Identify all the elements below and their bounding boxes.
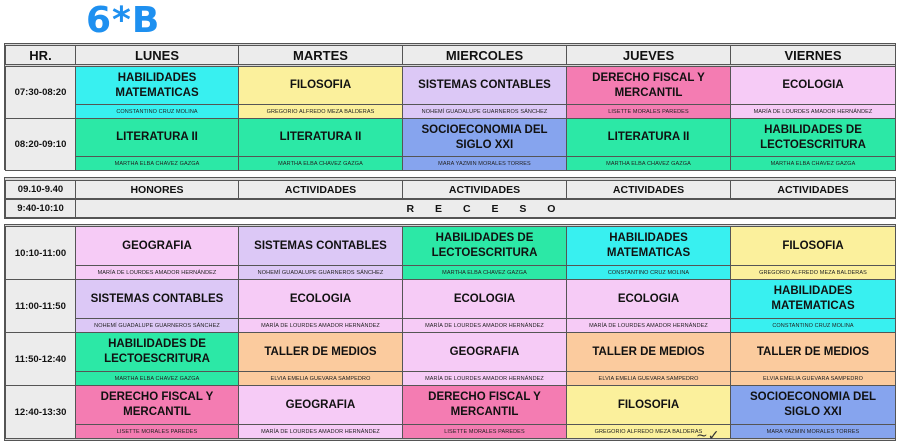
subject-cell: FILOSOFIA bbox=[238, 66, 403, 105]
subject-cell: ECOLOGIA bbox=[238, 279, 403, 319]
teacher-cell: MARTHA ELBA CHAVEZ GAZGA bbox=[75, 371, 239, 386]
teacher-cell: CONSTANTINO CRUZ MOLINA bbox=[566, 265, 731, 280]
teacher-cell: MARTHA ELBA CHAVEZ GAZGA bbox=[566, 156, 731, 171]
activity-cell: ACTIVIDADES bbox=[402, 180, 567, 199]
subject-cell: SISTEMAS CONTABLES bbox=[75, 279, 239, 319]
subject-cell: ECOLOGIA bbox=[566, 279, 731, 319]
subject-cell: HABILIDADES MATEMATICAS bbox=[75, 66, 239, 105]
subject-cell: HABILIDADES MATEMATICAS bbox=[566, 226, 731, 266]
header-day-lunes: LUNES bbox=[75, 45, 239, 65]
teacher-cell: ELVIA EMELIA GUEVARA SAMPEDRO bbox=[566, 371, 731, 386]
teacher-cell: CONSTANTINO CRUZ MOLINA bbox=[730, 318, 896, 333]
signature-scribble: ~✓ bbox=[696, 428, 720, 444]
header-day-martes: MARTES bbox=[238, 45, 403, 65]
teacher-cell: MARÍA DE LOURDES AMADOR HERNÁNDEZ bbox=[75, 265, 239, 280]
class-title: 6*B bbox=[86, 0, 161, 41]
subject-cell: GEOGRAFIA bbox=[238, 385, 403, 425]
activity-cell: ACTIVIDADES bbox=[566, 180, 731, 199]
header-day-viernes: VIERNES bbox=[730, 45, 896, 65]
subject-cell: GEOGRAFIA bbox=[75, 226, 239, 266]
subject-cell: SOCIOECONOMIA DEL SIGLO XXI bbox=[402, 118, 567, 157]
afternoon-time-3: 12:40-13:30 bbox=[5, 385, 76, 439]
teacher-cell: MARA YAZMIN MORALES TORRES bbox=[402, 156, 567, 171]
teacher-cell: CONSTANTINO CRUZ MOLINA bbox=[75, 104, 239, 119]
subject-cell: FILOSOFIA bbox=[566, 385, 731, 425]
subject-cell: TALLER DE MEDIOS bbox=[730, 332, 896, 372]
subject-cell: LITERATURA II bbox=[566, 118, 731, 157]
activity-cell: ACTIVIDADES bbox=[730, 180, 896, 199]
subject-cell: LITERATURA II bbox=[238, 118, 403, 157]
afternoon-time-1: 11:00-11:50 bbox=[5, 279, 76, 333]
teacher-cell: MARÍA DE LOURDES AMADOR HERNÁNDEZ bbox=[566, 318, 731, 333]
teacher-cell: MARÍA DE LOURDES AMADOR HERNÁNDEZ bbox=[730, 104, 896, 119]
activity-cell: HONORES bbox=[75, 180, 239, 199]
subject-cell: HABILIDADES DE LECTOESCRITURA bbox=[75, 332, 239, 372]
subject-cell: DERECHO FISCAL Y MERCANTIL bbox=[402, 385, 567, 425]
teacher-cell: MARÍA DE LOURDES AMADOR HERNÁNDEZ bbox=[402, 371, 567, 386]
teacher-cell: MARTHA ELBA CHAVEZ GAZGA bbox=[75, 156, 239, 171]
teacher-cell: ELVIA EMELIA GUEVARA SAMPEDRO bbox=[730, 371, 896, 386]
teacher-cell: MARTHA ELBA CHAVEZ GAZGA bbox=[238, 156, 403, 171]
subject-cell: DERECHO FISCAL Y MERCANTIL bbox=[566, 66, 731, 105]
subject-cell: HABILIDADES DE LECTOESCRITURA bbox=[402, 226, 567, 266]
receso-cell: R E C E S O bbox=[75, 199, 896, 218]
teacher-cell: NOHEMÍ GUADALUPE GUARNEROS SÁNCHEZ bbox=[238, 265, 403, 280]
teacher-cell: MARÍA DE LOURDES AMADOR HERNÁNDEZ bbox=[238, 424, 403, 439]
subject-cell: TALLER DE MEDIOS bbox=[238, 332, 403, 372]
teacher-cell: GREGORIO ALFREDO MEZA BALDERAS bbox=[238, 104, 403, 119]
teacher-cell: MARTHA ELBA CHAVEZ GAZGA bbox=[730, 156, 896, 171]
teacher-cell: MARTHA ELBA CHAVEZ GAZGA bbox=[402, 265, 567, 280]
subject-cell: DERECHO FISCAL Y MERCANTIL bbox=[75, 385, 239, 425]
header-hr: HR. bbox=[5, 45, 76, 65]
subject-cell: GEOGRAFIA bbox=[402, 332, 567, 372]
subject-cell: ECOLOGIA bbox=[730, 66, 896, 105]
teacher-cell: LISETTE MORALES PAREDES bbox=[402, 424, 567, 439]
special-time-0: 09.10-9.40 bbox=[5, 180, 76, 199]
teacher-cell: MARA YAZMIN MORALES TORRES bbox=[730, 424, 896, 439]
activity-cell: ACTIVIDADES bbox=[238, 180, 403, 199]
teacher-cell: LISETTE MORALES PAREDES bbox=[566, 104, 731, 119]
teacher-cell: LISETTE MORALES PAREDES bbox=[75, 424, 239, 439]
header-day-jueves: JUEVES bbox=[566, 45, 731, 65]
header-day-miercoles: MIERCOLES bbox=[402, 45, 567, 65]
subject-cell: LITERATURA II bbox=[75, 118, 239, 157]
subject-cell: SOCIOECONOMIA DEL SIGLO XXI bbox=[730, 385, 896, 425]
afternoon-time-0: 10:10-11:00 bbox=[5, 226, 76, 280]
teacher-cell: ELVIA EMELIA GUEVARA SAMPEDRO bbox=[238, 371, 403, 386]
teacher-cell: GREGORIO ALFREDO MEZA BALDERAS bbox=[566, 424, 731, 439]
teacher-cell: MARÍA DE LOURDES AMADOR HERNÁNDEZ bbox=[238, 318, 403, 333]
subject-cell: SISTEMAS CONTABLES bbox=[402, 66, 567, 105]
afternoon-time-2: 11:50-12:40 bbox=[5, 332, 76, 386]
subject-cell: SISTEMAS CONTABLES bbox=[238, 226, 403, 266]
subject-cell: HABILIDADES DE LECTOESCRITURA bbox=[730, 118, 896, 157]
teacher-cell: NOHEMÍ GUADALUPE GUARNEROS SÁNCHEZ bbox=[75, 318, 239, 333]
subject-cell: ECOLOGIA bbox=[402, 279, 567, 319]
teacher-cell: GREGORIO ALFREDO MEZA BALDERAS bbox=[730, 265, 896, 280]
subject-cell: FILOSOFIA bbox=[730, 226, 896, 266]
teacher-cell: NOHEMÍ GUADALUPE GUARNEROS SÁNCHEZ bbox=[402, 104, 567, 119]
morning-time-0: 07:30-08:20 bbox=[5, 66, 76, 119]
subject-cell: HABILIDADES MATEMATICAS bbox=[730, 279, 896, 319]
subject-cell: TALLER DE MEDIOS bbox=[566, 332, 731, 372]
teacher-cell: MARÍA DE LOURDES AMADOR HERNÁNDEZ bbox=[402, 318, 567, 333]
special-time-1: 9:40-10:10 bbox=[5, 199, 76, 218]
morning-time-1: 08:20-09:10 bbox=[5, 118, 76, 171]
